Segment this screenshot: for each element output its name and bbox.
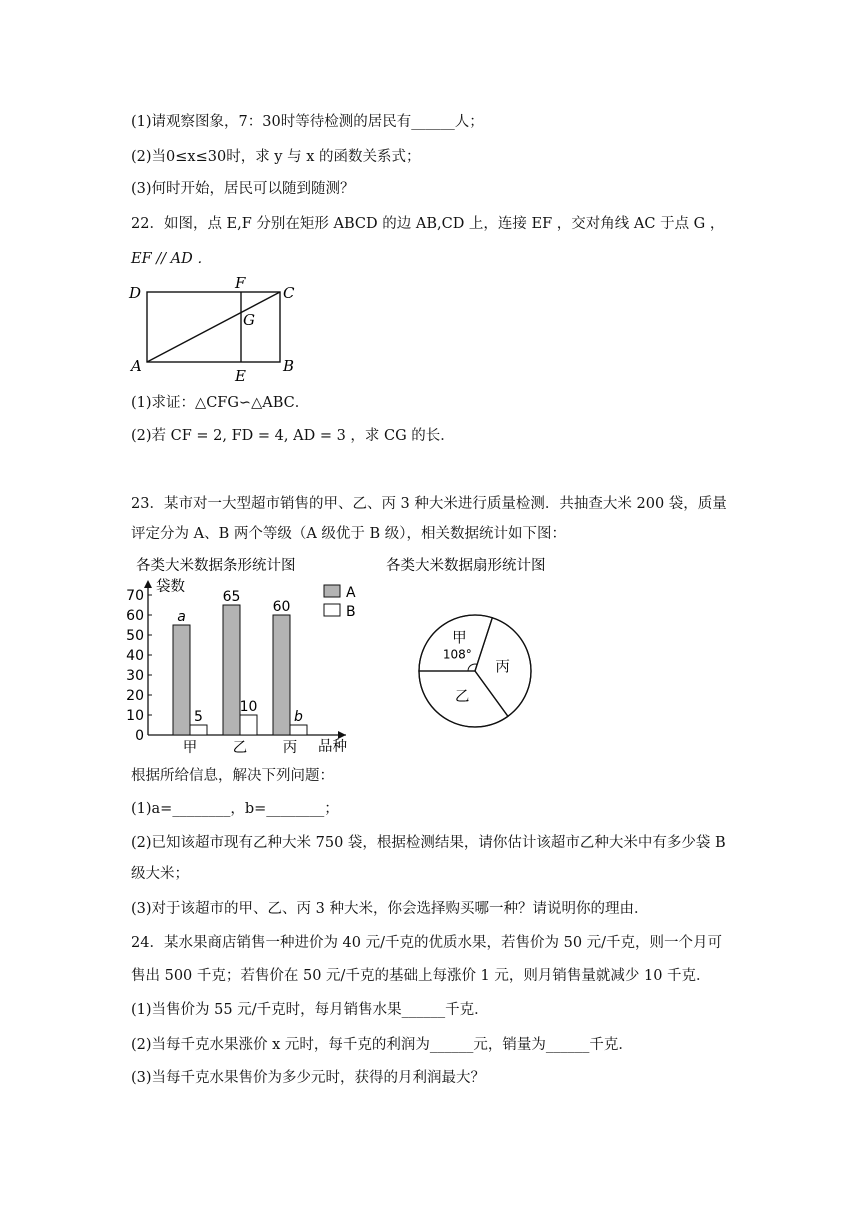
- bar-data-label: 5: [194, 709, 203, 725]
- bar-data-label: 60: [272, 599, 291, 615]
- x-axis-arrow-icon: [338, 731, 346, 739]
- q22-part1: (1)求证：△CFG∽△ABC．: [131, 395, 310, 411]
- x-tick-label: 乙: [232, 740, 248, 756]
- q24-part1: (1)当售价为 55 元/千克时，每月销售水果______千克．: [131, 1002, 489, 1018]
- x-tick-label: 丙: [282, 740, 298, 756]
- q24-stem-line1: 24．某水果商店销售一种进价为 40 元/千克的优质水果，若售价为 50 元/千克，则一个月可: [131, 935, 723, 951]
- bar-b: [240, 715, 257, 735]
- point-g-label: G: [243, 311, 255, 329]
- y-tick-label: 40: [126, 648, 144, 664]
- x-axis-label: 品种: [318, 739, 347, 755]
- q23-part3: (3)对于该超市的甲、乙、丙 3 种大米，你会选择购买哪一种？请说明你的理由．: [131, 901, 649, 917]
- y-axis-arrow-icon: [144, 580, 152, 588]
- q24-stem-line2: 售出 500 千克；若售价在 50 元/千克的基础上每涨价 1 元，则月销售量就减少 10 千克．: [131, 968, 711, 984]
- point-c-label: C: [283, 284, 295, 302]
- q23-part2-line2: 级大米；: [131, 866, 189, 882]
- point-b-label: B: [283, 357, 295, 375]
- bar-b: [290, 725, 307, 735]
- y-tick-label: 70: [126, 588, 144, 604]
- pie-slice-name: 丙: [495, 659, 510, 676]
- pie-slice-name: 甲: [452, 630, 467, 647]
- x-tick-label: 甲: [182, 740, 198, 756]
- bar-legend: [324, 585, 356, 620]
- q21-part2: (2)当0≤x≤30时，求 y 与 x 的函数关系式；: [131, 149, 421, 165]
- bar-data-label: a: [177, 609, 186, 625]
- pie-chart: [380, 552, 580, 742]
- point-f-label: F: [235, 274, 246, 292]
- bar-data-label: b: [294, 709, 303, 725]
- pie-slice-angle-label: 108°: [442, 647, 472, 662]
- bar-a: [173, 625, 190, 735]
- diagonal-ac: [147, 292, 280, 362]
- q23-stem-line1: 23．某市对一大型超市销售的甲、乙、丙 3 种大米进行质量检测．共抽查大米 200 袋，质量: [131, 496, 727, 512]
- y-tick-label: 50: [126, 628, 144, 644]
- point-e-label: E: [235, 367, 246, 385]
- q22-stem-line2: EF // AD ．: [131, 251, 212, 267]
- q24-part2: (2)当每千克水果涨价 x 元时，每千克的利润为______元，销量为______千克．: [131, 1037, 633, 1053]
- legend-b-label: B: [346, 604, 356, 620]
- y-tick-label: 20: [126, 688, 144, 704]
- bar-data-label: 10: [239, 699, 258, 715]
- bar-a: [273, 615, 290, 735]
- q23-after-chart: 根据所给信息，解决下列问题：: [131, 768, 334, 784]
- q22-stem-line1: 22．如图，点 E,F 分别在矩形 ABCD 的边 AB,CD 上，连接 EF ，交对角线 AC 于点 G ，: [131, 216, 725, 232]
- point-d-label: D: [129, 284, 142, 302]
- bar-chart-title: 各类大米数据条形统计图: [136, 558, 296, 574]
- bar-b: [190, 725, 207, 735]
- legend-a-swatch: [324, 585, 340, 597]
- q22-part2: (2)若 CF = 2, FD = 4, AD = 3 ，求 CG 的长．: [131, 428, 455, 444]
- point-a-label: A: [131, 357, 142, 375]
- rectangle-figure: [125, 272, 305, 387]
- y-tick-label: 30: [126, 668, 144, 684]
- bar-a: [223, 605, 240, 735]
- y-axis-label: 袋数: [156, 579, 185, 595]
- q21-part3: (3)何时开始，居民可以随到随测？: [131, 181, 355, 197]
- q23-part2-line1: (2)已知该超市现有乙种大米 750 袋，根据检测结果，请你估计该超市乙种大米中有多少袋 B: [131, 835, 726, 851]
- q24-part3: (3)当每千克水果售价为多少元时，获得的月利润最大？: [131, 1070, 486, 1086]
- legend-a-label: A: [346, 585, 356, 601]
- bar-chart: [118, 552, 368, 757]
- q23-stem-line2: 评定分为 A、B 两个等级（A 级优于 B 级），相关数据统计如下图：: [131, 526, 567, 542]
- y-tick-label: 0: [135, 728, 144, 744]
- pie-slice-name: 乙: [455, 688, 470, 705]
- pie-chart-title: 各类大米数据扇形统计图: [386, 558, 546, 574]
- q23-part1: (1)a=________，b=________；: [131, 801, 339, 817]
- q21-part1: (1)请观察图象，7：30时等待检测的居民有______人；: [131, 114, 484, 130]
- y-tick-label: 10: [126, 708, 144, 724]
- y-tick-label: 60: [126, 608, 144, 624]
- bar-data-label: 65: [222, 589, 241, 605]
- legend-b-swatch: [324, 604, 340, 616]
